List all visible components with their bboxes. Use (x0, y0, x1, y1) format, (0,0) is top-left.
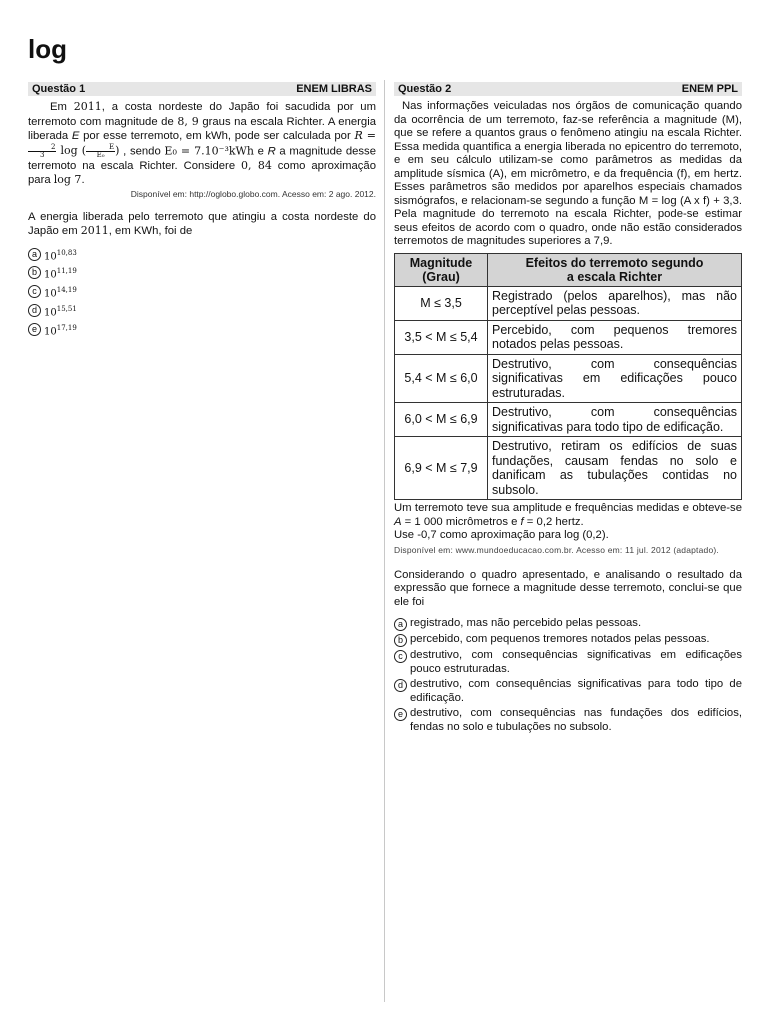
richter-table-header (395, 253, 742, 286)
magnitude-value: 8, 9 (177, 114, 199, 128)
richter-formula: R = $\frac{2}{3}$ log ( $\frac{E}{\text{E₀}}$) (28, 129, 376, 157)
option-letter: b (28, 266, 41, 279)
option-text: destrutivo, com consequências significativas em edificações pouco estruturadas. (410, 649, 742, 675)
statement-text: a magnitude desse terremoto na escala Richter. Considere (28, 145, 376, 172)
question-1-exam: ENEM LIBRAS (296, 83, 372, 95)
effect-cell: Registrado (pelos aparelhos), mas não perceptível pelas pessoas. (488, 286, 742, 320)
effect-cell: Percebido, com pequenos tremores notados pelas pessoas. (488, 320, 742, 354)
option-letter: d (394, 679, 407, 692)
statement-text: Em (50, 101, 74, 113)
formula-fraction (28, 144, 56, 159)
prompt-year: 2011 (80, 224, 109, 237)
option-letter: e (28, 323, 41, 336)
option-value (44, 284, 77, 301)
option-base: 10 (44, 288, 57, 300)
question-1-option-e[interactable] (28, 322, 376, 339)
option-value (44, 322, 77, 339)
question-2-option-b[interactable] (394, 633, 742, 647)
statement-text: por esse terremoto, em kWh, pode ser calculada por (79, 130, 355, 142)
option-text: percebido, com pequenos tremores notados pelas pessoas. (410, 633, 710, 645)
option-letter: c (28, 285, 41, 298)
inner-numerator: E (86, 144, 115, 152)
question-2-measurements (394, 502, 742, 529)
option-exponent: 11,19 (56, 267, 77, 276)
option-base: 10 (44, 326, 57, 338)
magnitude-cell: M ≤ 3,5 (395, 286, 488, 320)
option-letter: d (28, 304, 41, 317)
question-2-options (394, 617, 742, 734)
question-1-option-a[interactable] (28, 247, 376, 264)
approx-log: log 7 (53, 173, 82, 186)
option-letter: b (394, 634, 407, 647)
table-row (395, 320, 742, 354)
magnitude-cell: 5,4 < M ≤ 6,0 (395, 354, 488, 403)
option-text: registrado, mas não percebido pelas pessoas. (410, 617, 642, 629)
question-1-option-c[interactable] (28, 284, 376, 301)
question-2-label: Questão 2 (398, 83, 452, 95)
header-effects-line-1: Efeitos do terremoto segundo (525, 255, 704, 270)
option-base: 10 (44, 269, 57, 281)
question-2-option-c[interactable] (394, 649, 742, 676)
question-1-option-d[interactable] (28, 303, 376, 320)
statement-text: . (81, 174, 85, 186)
variable-e: E (71, 130, 80, 142)
question-2-intro: Nas informações veiculadas nos órgãos de comunicação quando da ocorrência de um terremoto, faz-se referência a magnitude (M), que se refere a quantos graus o fenômeno atingiu na escala Richter. Essa medida quantifica a energia liberada no epicentro do terremoto, e em seu cálculo utilizam-se como parâmetros as medidas da amplitude sísmica (A), em micrômetro, e da frequência (f), em hertz. Esses parâmetros são medidos por aparelhos especiais chamados sismógrafos, e relacionam-se segundo a função M = log (A x f) + 3,3. Pela magnitude do terremoto na escala Richter, pode-se estimar seus efeitos de acordo com o quadro, onde não estão considerados terremotos de magnitudes superiores a 7,9. (394, 100, 742, 247)
table-row (395, 437, 742, 500)
option-exponent: 10,83 (56, 248, 77, 257)
option-letter: c (394, 650, 407, 663)
question-1-label: Questão 1 (32, 83, 86, 95)
inner-denominator: E₀ (96, 150, 105, 159)
question-2-option-e[interactable] (394, 707, 742, 734)
header-magnitude-line-2: (Grau) (422, 269, 460, 284)
question-1-header (28, 82, 376, 96)
header-effects (488, 253, 742, 286)
prompt-text: , em KWh, foi de (108, 225, 193, 237)
magnitude-cell: 6,0 < M ≤ 6,9 (395, 403, 488, 437)
question-2-header (394, 82, 742, 96)
question-2-approximation: Use -0,7 como aproximação para log (0,2). (394, 529, 609, 541)
question-2-exam: ENEM PPL (681, 83, 738, 95)
option-base: 10 (44, 307, 57, 319)
question-1-option-b[interactable] (28, 265, 376, 282)
formula-log: log (56, 144, 82, 157)
option-value (44, 247, 77, 264)
statement-text: e (253, 145, 268, 157)
question-1-options (28, 247, 376, 339)
effect-cell: Destrutivo, com consequências significativas em edificações pouco estruturadas. (488, 354, 742, 403)
effect-cell: Destrutivo, com consequências significativas para todo tipo de edificação. (488, 403, 742, 437)
year-value: 2011 (73, 100, 102, 113)
question-1-source: Disponível em: http://oglobo.globo.com. Acesso em: 2 ago. 2012. (130, 188, 376, 199)
measurement-text: = 0,2 hertz. (523, 515, 584, 528)
option-exponent: 15,51 (56, 304, 77, 313)
question-2-prompt: Considerando o quadro apresentado, e analisando o resultado da expressão que fornece a magnitude desse terremoto, conclui-se que ele foi (394, 568, 742, 608)
header-effects-line-2: a escala Richter (566, 269, 663, 284)
variable-f: f (520, 515, 524, 528)
measurement-text: Um terremoto teve sua amplitude e frequências medidas e obteve-se (394, 502, 742, 514)
header-magnitude (395, 253, 488, 286)
header-magnitude-line-1: Magnitude (409, 255, 473, 270)
question-2-option-a[interactable] (394, 617, 742, 631)
approx-value: 0, 84 (241, 158, 272, 172)
statement-text: , a costa nordeste do Japão foi sacudida por um terremoto com magnitude de (28, 101, 376, 128)
effect-cell: Destrutivo, retiram os edifícios de suas fundações, causam fendas no solo e danificam as tubulações contidas no subsolo. (488, 437, 742, 500)
fraction-numerator: 2 (28, 144, 56, 152)
magnitude-cell: 3,5 < M ≤ 5,4 (395, 320, 488, 354)
question-2 (394, 82, 742, 736)
prompt-text: A energia liberada pelo terremoto que atingiu a costa nordeste do Japão em (28, 210, 376, 237)
question-1-statement (28, 100, 376, 188)
fraction-denominator: 3 (40, 150, 45, 159)
magnitude-cell: 6,9 < M ≤ 7,9 (395, 437, 488, 500)
option-value (44, 303, 77, 320)
statement-text: como aproximação para (28, 159, 376, 186)
column-divider (384, 80, 385, 1002)
variable-r: R (267, 145, 276, 157)
table-row (395, 354, 742, 403)
option-exponent: 17,19 (56, 323, 77, 332)
page-title: log (28, 34, 67, 64)
option-base: 10 (44, 250, 57, 262)
richter-table (394, 253, 742, 501)
option-letter: a (394, 618, 407, 631)
question-2-source: Disponível em: www.mundoeducacao.com.br. Acesso em: 11 jul. 2012 (adaptado). (394, 544, 719, 555)
formula-r: R = (354, 129, 376, 142)
formula-inner-fraction (86, 144, 115, 159)
option-exponent: 14,19 (56, 286, 77, 295)
statement-text: , sendo (119, 145, 165, 157)
measurement-text: = 1 000 micrômetros e (401, 515, 521, 528)
option-text: destrutivo, com consequências significativas para todo tipo de edificação. (410, 678, 742, 704)
table-row (395, 403, 742, 437)
statement-text: graus na escala Richter. A energia liberada (28, 115, 376, 142)
question-1-prompt (28, 211, 376, 239)
question-2-option-d[interactable] (394, 678, 742, 705)
e0-formula: E₀ = 7.10⁻³kWh (164, 144, 254, 157)
table-row (395, 286, 742, 320)
option-letter: e (394, 708, 407, 721)
option-letter: a (28, 248, 41, 261)
option-value (44, 265, 77, 282)
question-1 (28, 82, 376, 341)
variable-a: A (394, 515, 402, 528)
option-text: destrutivo, com consequências nas fundações dos edifícios, fendas no solo e tubulações no subsolo. (410, 707, 742, 733)
